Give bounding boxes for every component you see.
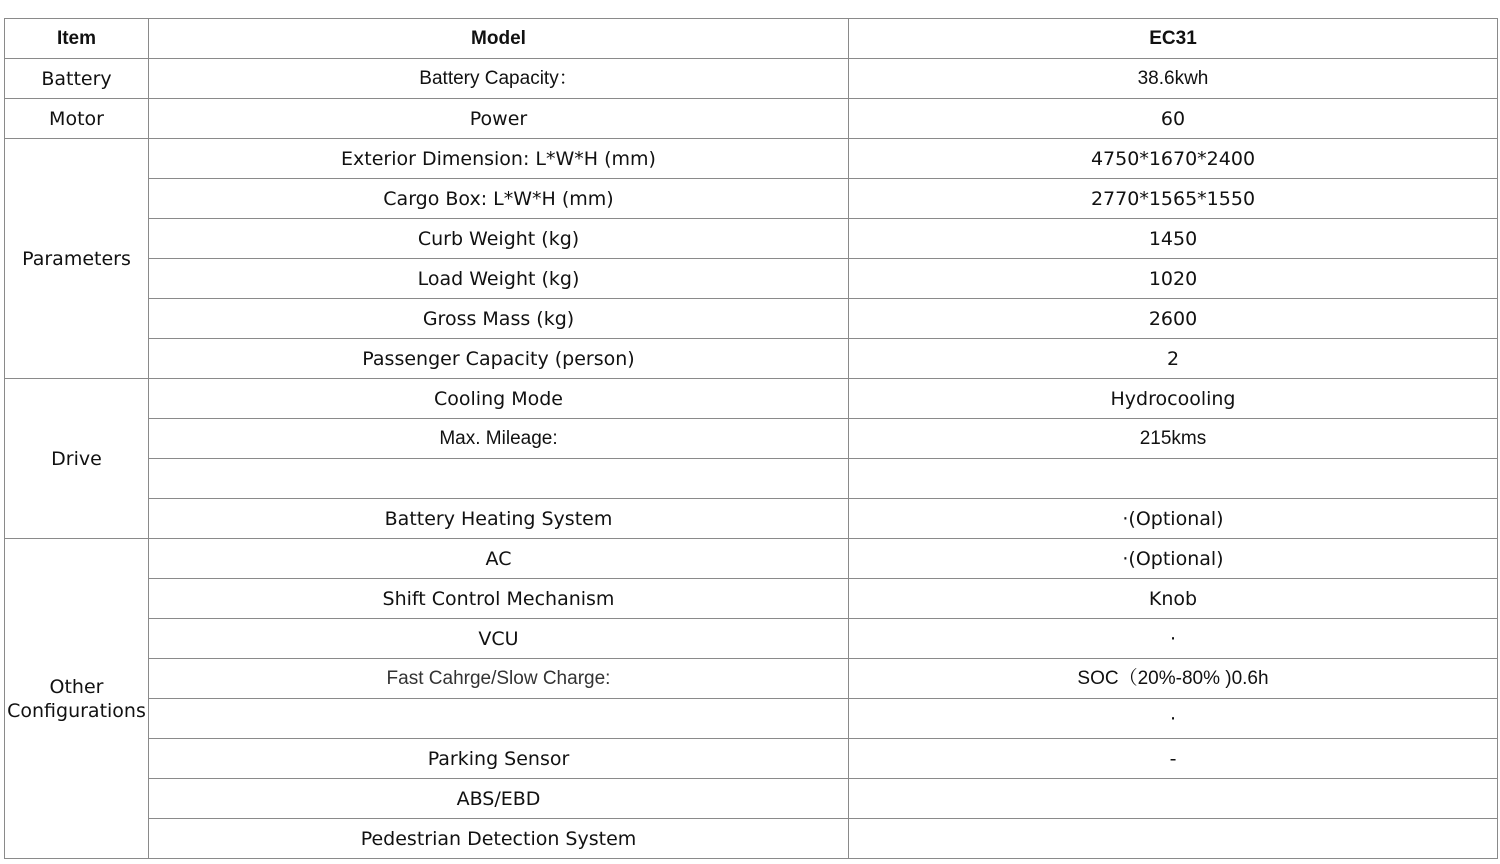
row-label: Battery Heating System [149,499,849,539]
row-value: 1450 [849,219,1498,259]
row-label: Passenger Capacity (person) [149,339,849,379]
row-label: Cooling Mode [149,379,849,419]
table-row [5,379,1498,419]
table-row [5,699,1498,739]
header-model: Model [149,19,849,59]
table-row [5,299,1498,339]
table-row [5,539,1498,579]
row-value: ·(Optional) [849,499,1498,539]
row-value: 1020 [849,259,1498,299]
group-other-configurations: Other Configurations [5,539,149,859]
table-row [5,59,1498,99]
row-value [849,779,1498,819]
table-row [5,739,1498,779]
table-row [5,259,1498,299]
row-label: Pedestrian Detection System [149,819,849,859]
row-value: · [849,619,1498,659]
row-label: Parking Sensor [149,739,849,779]
row-value: 38.6kwh [849,59,1498,99]
row-label: Exterior Dimension: L*W*H (mm) [149,139,849,179]
table-row [5,139,1498,179]
table-row [5,499,1498,539]
row-value: 2770*1565*1550 [849,179,1498,219]
group-battery: Battery [5,59,149,99]
row-label [149,459,849,499]
row-value: 60 [849,99,1498,139]
row-label [149,699,849,739]
group-parameters: Parameters [5,139,149,379]
row-value: Knob [849,579,1498,619]
row-label: Curb Weight (kg) [149,219,849,259]
header-value: EC31 [849,19,1498,59]
table-row [5,659,1498,699]
row-value: 215kms [849,419,1498,459]
row-label: Max. Mileage: [149,419,849,459]
table-row [5,419,1498,459]
row-label: Power [149,99,849,139]
table-row [5,819,1498,859]
row-value: · [849,699,1498,739]
header-item: Item [5,19,149,59]
spec-table [4,18,1498,859]
row-label: Shift Control Mechanism [149,579,849,619]
table-row [5,99,1498,139]
table-row [5,779,1498,819]
table-row [5,619,1498,659]
row-label: AC [149,539,849,579]
row-value: SOC（20%-80% )0.6h [849,659,1498,699]
row-label: Battery Capacity： [149,59,849,99]
row-value [849,819,1498,859]
row-value [849,459,1498,499]
table-row [5,179,1498,219]
table-row [5,459,1498,499]
row-value: 2600 [849,299,1498,339]
row-value: 2 [849,339,1498,379]
group-motor: Motor [5,99,149,139]
row-label: ABS/EBD [149,779,849,819]
group-drive: Drive [5,379,149,539]
row-value: Hydrocooling [849,379,1498,419]
table-row [5,219,1498,259]
row-label: Gross Mass (kg) [149,299,849,339]
row-label: Fast Cahrge/Slow Charge: [149,659,849,699]
table-row [5,579,1498,619]
header-row [5,19,1498,59]
row-label: Cargo Box: L*W*H (mm) [149,179,849,219]
row-value: - [849,739,1498,779]
row-label: Load Weight (kg) [149,259,849,299]
row-value: 4750*1670*2400 [849,139,1498,179]
row-value: ·(Optional) [849,539,1498,579]
table-row [5,339,1498,379]
row-label: VCU [149,619,849,659]
